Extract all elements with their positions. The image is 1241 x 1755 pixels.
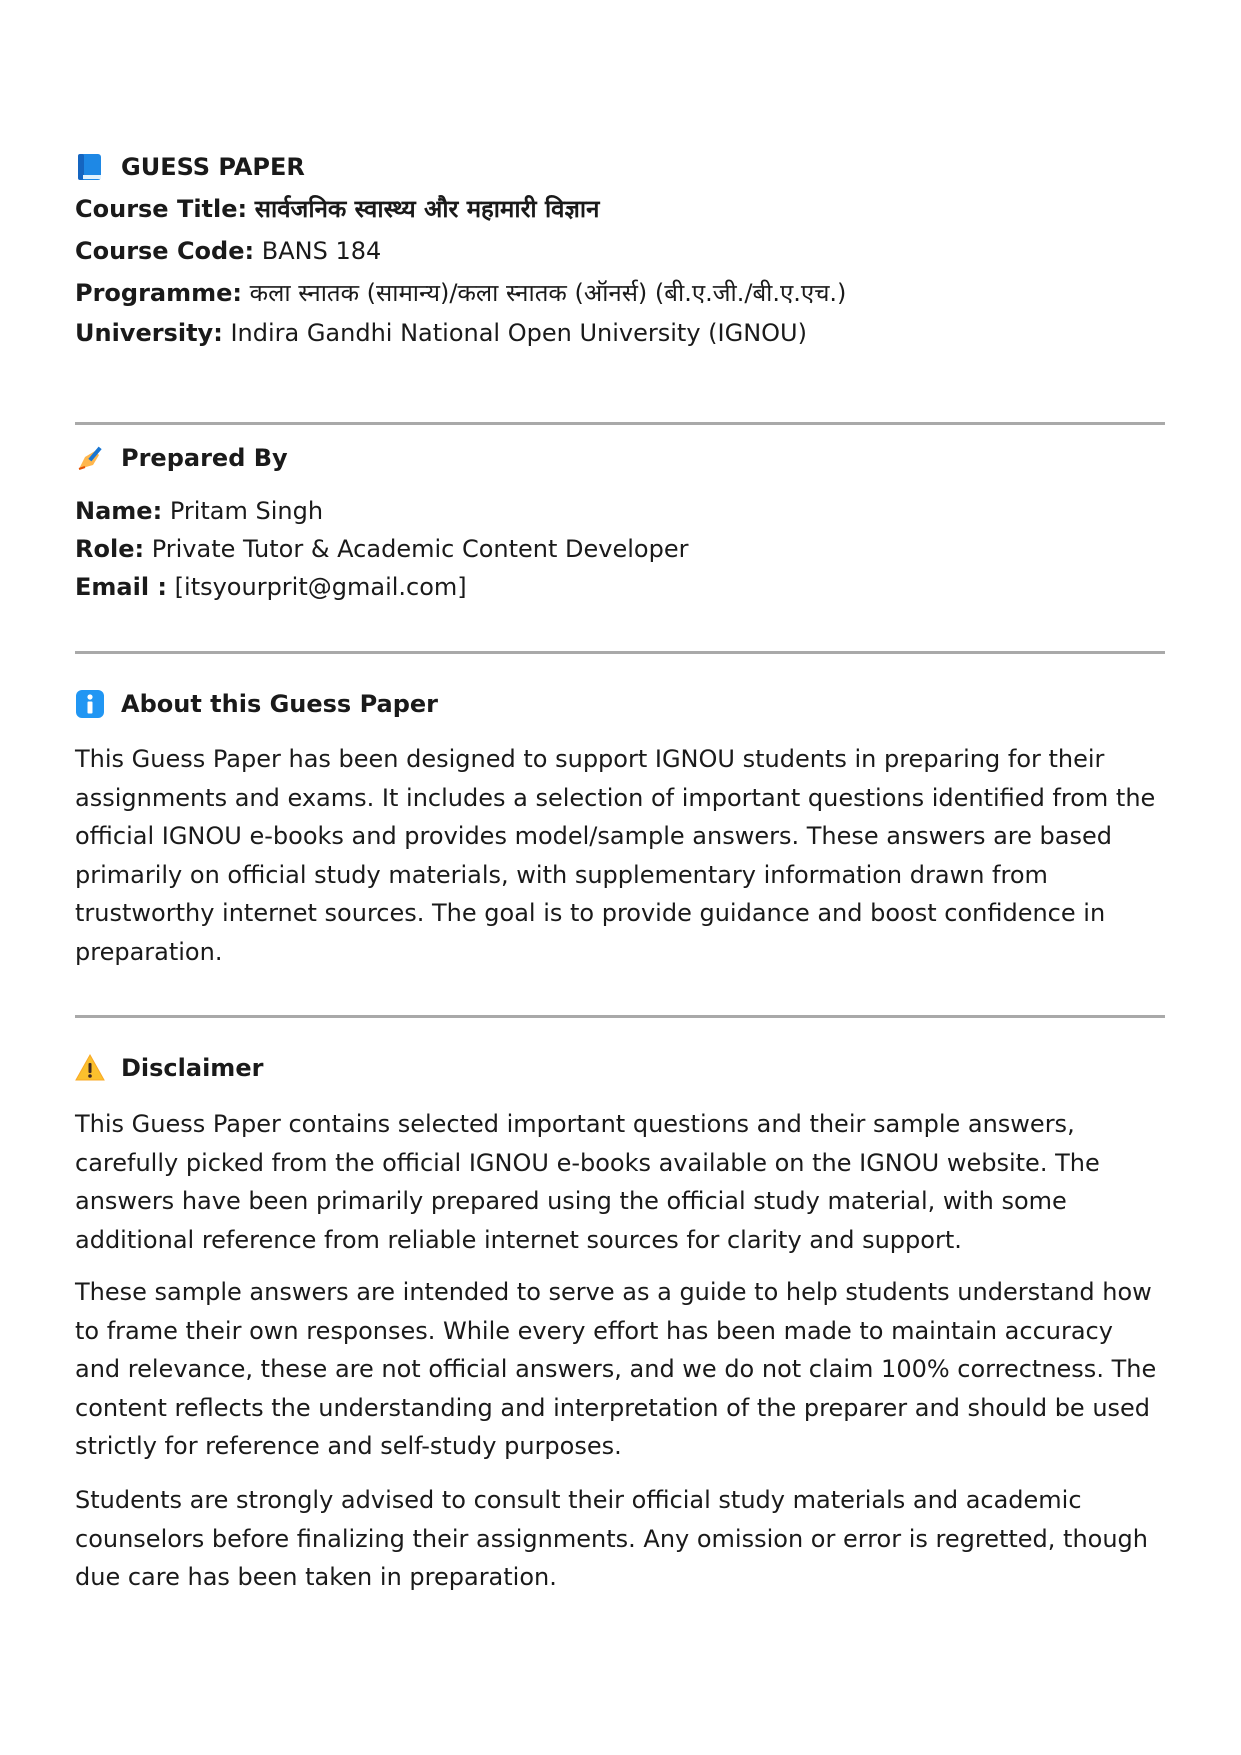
email-value[interactable]: [itsyourprit@gmail.com] — [174, 573, 467, 601]
name-label: Name: — [75, 497, 163, 525]
name-line — [75, 496, 323, 526]
course-code-line — [75, 236, 381, 266]
disclaimer-paragraph: Students are strongly advised to consult their official study materials and academic counselors before finalizing their assignments. Any omission or error is regretted, though due care has been taken in preparation. — [75, 1486, 1148, 1591]
guess-paper-heading — [75, 150, 305, 184]
email-line — [75, 572, 467, 602]
university-value: Indira Gandhi National Open University (IGNOU) — [230, 319, 807, 347]
about-paragraph: This Guess Paper has been designed to support IGNOU students in preparing for their assignments and exams. It includes a selection of important questions identified from the official IGNOU e-books and provides model/sample answers. These answers are based primarily on official study materials, with supplementary information drawn from trustworthy internet sources. The goal is to provide guidance and boost confidence in preparation. — [75, 745, 1156, 966]
writing-hand-icon — [75, 443, 105, 473]
info-icon — [75, 689, 105, 719]
blue-book-icon — [75, 152, 105, 182]
role-value: Private Tutor & Academic Content Developer — [151, 535, 689, 563]
prepared-by-heading — [75, 441, 288, 475]
divider — [75, 1015, 1165, 1018]
programme-value: कला स्नातक (सामान्य)/कला स्नातक (ऑनर्स) (बी.ए.जी./बी.ए.एच.) — [249, 279, 847, 307]
programme-line — [75, 278, 846, 308]
role-label: Role: — [75, 535, 145, 563]
divider — [75, 422, 1165, 425]
email-label: Email : — [75, 573, 168, 601]
programme-label: Programme: — [75, 279, 243, 307]
warning-icon — [75, 1053, 105, 1083]
divider — [75, 651, 1165, 654]
name-value: Pritam Singh — [169, 497, 324, 525]
disclaimer-paragraph: This Guess Paper contains selected important questions and their sample answers, carefully picked from the official IGNOU e-books available on the IGNOU website. The answers have been primarily prepared using the official study material, with some additional reference from reliable internet sources for clarity and support. — [75, 1110, 1100, 1254]
prepared-by-title: Prepared By — [121, 444, 288, 472]
course-title-value: सार्वजनिक स्वास्थ्य और महामारी विज्ञान — [254, 195, 600, 223]
guess-paper-title: GUESS PAPER — [121, 153, 305, 181]
disclaimer-title: Disclaimer — [121, 1054, 264, 1082]
disclaimer-paragraph: These sample answers are intended to serve as a guide to help students understand how to frame their own responses. While every effort has been made to maintain accuracy and relevance, these are not official answers, and we do not claim 100% correctness. The content reflects the understanding and interpretation of the preparer and should be used strictly for reference and self-study purposes. — [75, 1278, 1157, 1460]
role-line — [75, 534, 688, 564]
course-title-line — [75, 194, 599, 224]
university-line — [75, 318, 807, 348]
course-code-label: Course Code: — [75, 237, 255, 265]
about-title: About this Guess Paper — [121, 690, 439, 718]
about-heading — [75, 687, 438, 721]
disclaimer-heading — [75, 1051, 263, 1085]
university-label: University: — [75, 319, 223, 347]
course-code-value: BANS 184 — [261, 237, 382, 265]
course-title-label: Course Title: — [75, 195, 248, 223]
